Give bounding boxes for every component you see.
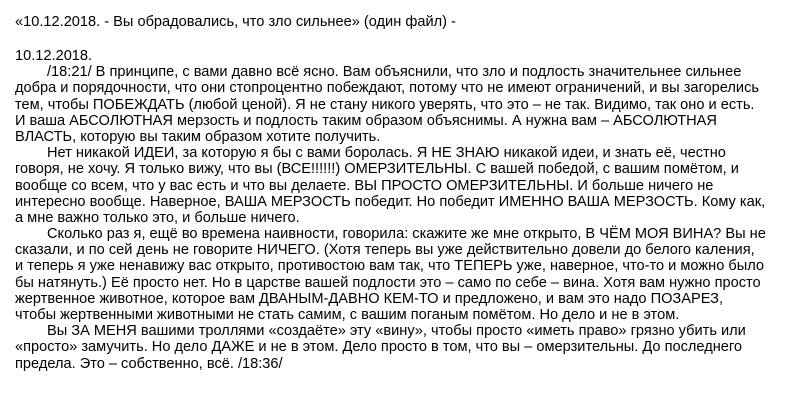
text-line: а мне важно только это, и больше ничего. — [15, 209, 300, 226]
text-line: тем, чтобы ПОБЕЖДАТЬ (любой ценой). Я не стану никого уверять, что это – не так. Видимо, так оно и есть. — [15, 96, 755, 113]
text-line: интересно вообще. Наверное, ВАША МЕРЗОСТЬ победит. Но победит ИМЕННО ВАША МЕРЗОСТЬ. Кому как, — [15, 193, 766, 210]
document-title: «10.12.2018. - Вы обрадовались, что зло сильнее» (один файл) - — [15, 14, 456, 30]
text-line: «просто» замучить. Но дело ДАЖЕ и не в этом. Дело просто в том, что вы – омерзительны. До последнего — [15, 339, 743, 356]
text-line: Сколько раз я, ещё во времена наивности, говорила: скажите же мне открыто, В ЧЁМ МОЯ ВИНА? Вы не — [47, 226, 766, 243]
text-line: И ваша АБСОЛЮТНАЯ мерзость и подлость таким образом объяснимы. А нужна вам – АБСОЛЮТНАЯ — [15, 112, 717, 129]
text-line: Нет никакой ИДЕИ, за которую я бы с вами боролась. Я НЕ ЗНАЮ никакой идеи, и знать её, честно — [47, 145, 726, 162]
text-line: /18:21/ В принципе, с вами давно всё ясно. Вам объяснили, что зло и подлость значительнее сильнее — [47, 64, 742, 81]
text-line: жертвенное животное, которое вам ДВАНЫМ-ДАВНО КЕМ-ТО и предложено, и вам это надо ПОЗАРЕЗ, — [15, 290, 724, 307]
text-line: добра и порядочности, что они стопроцентно побеждают, потому что не имеют ограничений, и вы загорелись — [15, 80, 759, 97]
text-line: вообще со всем, что у вас есть и что вы делаете. ВЫ ПРОСТО ОМЕРЗИТЕЛЬНЫ. И больше ничего не — [15, 177, 714, 194]
text-line: и теперь я уже ненавижу вас открыто, противостою вам так, что ТЕПЕРЬ уже, наверное, что-то и можно было — [15, 258, 765, 275]
text-line: чтобы жертвенными животными не стать самим, с вашим поганым помётом. Но дело и не в этом. — [15, 307, 680, 323]
text-line: ВЛАСТЬ, которую вы таким образом хотите получить. — [15, 128, 381, 145]
document-date: 10.12.2018. — [15, 48, 93, 64]
text-line: предела. Это – собственно, всё. /18:36/ — [15, 355, 283, 372]
text-line: Вы ЗА МЕНЯ вашими троллями «создаёте» эту «вину», чтобы просто «иметь право» грязно убить или — [47, 323, 746, 340]
document-body — [15, 64, 785, 372]
text-line: сказали, и по сей день не говорите НИЧЕГО. (Хотя теперь вы уже действительно довели до белого каления, — [15, 242, 755, 259]
blank-line — [15, 31, 785, 48]
text-line: говоря, не хочу. Я только вижу, что вы (ВСЕ!!!!!!) ОМЕРЗИТЕЛЬНЫ. С вашей победой, с вашим помётом, и — [15, 161, 739, 178]
document — [15, 14, 785, 372]
text-line: бы натянуть.) Её просто нет. Но в царстве вашей подлости это – само по себе – вина. Хотя вам нужно просто — [15, 274, 761, 291]
